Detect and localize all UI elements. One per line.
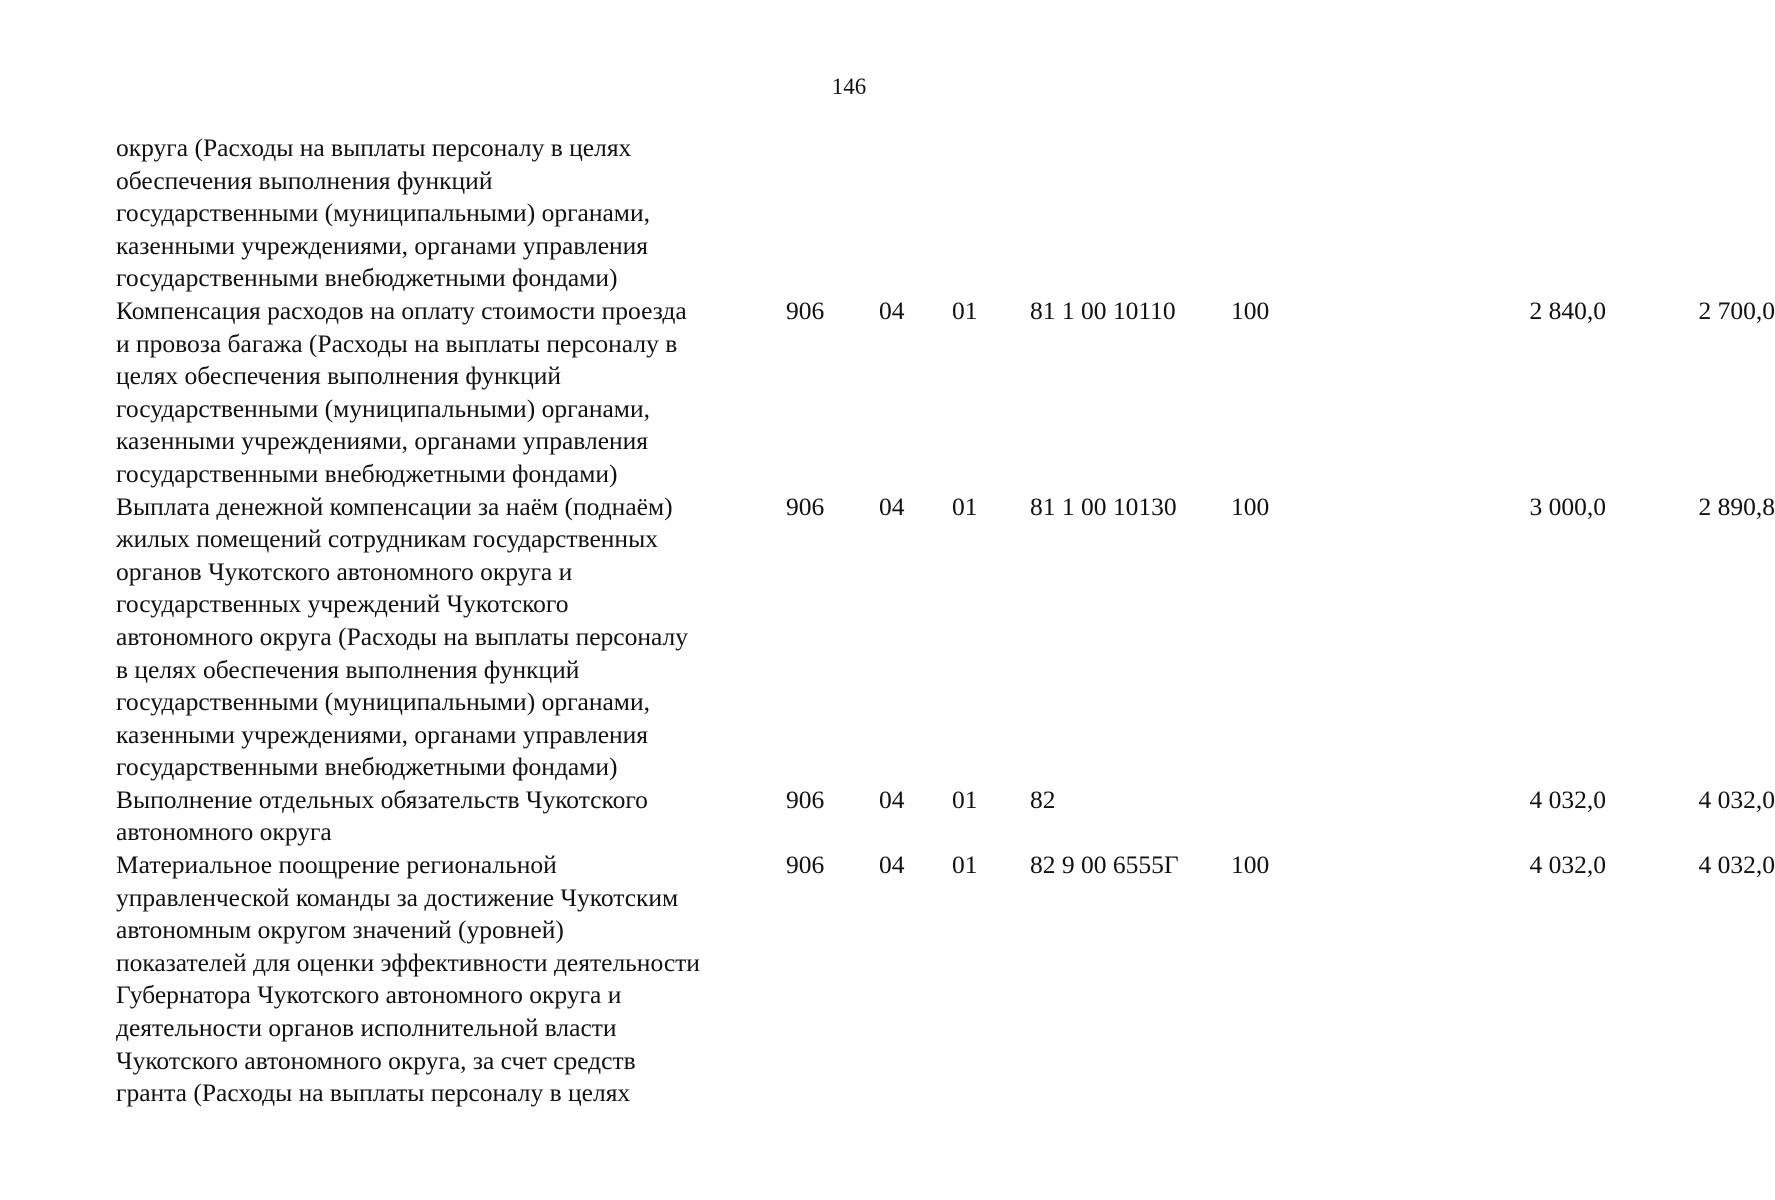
- target-article-code: 81 1 00 10110: [1030, 295, 1176, 325]
- subsection-code: 01: [952, 784, 978, 814]
- row-description: Материальное поощрение региональной управленческой команды за достижение Чукотским автономным округом значений (уровней) показателей для оценки эффективности деятельности Губернатора Чукотского автономного округа и деятельности органов исполнительной власти Чукотского автономного округа, за счет средств гранта (Расходы на выплаты персоналу в целях: [116, 850, 700, 1108]
- expense-type-code: 100: [1231, 850, 1270, 880]
- row-description: Компенсация расходов на оплату стоимости проезда и провоза багажа (Расходы на выплаты персоналу в целях обеспечения выполнения функций государственными (муниципальными) органами, казенными учреждениями, органами управления государственными внебюджетными фондами): [116, 295, 687, 488]
- section-code: 04: [879, 295, 905, 325]
- amount-first: 4 032,0: [1529, 784, 1606, 814]
- ministry-code: 906: [786, 850, 825, 880]
- amount-second: 4 032,0: [1698, 784, 1775, 814]
- amount-first: 2 840,0: [1529, 295, 1606, 325]
- ministry-code: 906: [786, 295, 825, 325]
- table-row: [116, 132, 1676, 295]
- table-row: [116, 784, 1775, 849]
- page-number: 146: [831, 74, 867, 99]
- target-article-code: 81 1 00 10130: [1030, 491, 1177, 521]
- section-code: 04: [879, 491, 905, 521]
- row-description: Выплата денежной компенсации за наём (поднаём) жилых помещений сотрудникам государственных органов Чукотского автономного округа и государственных учреждений Чукотского автономного округа (Расходы на выплаты персоналу в целях обеспечения выполнения функций государственными (муниципальными) органами, казенными учреждениями, органами управления государственными внебюджетными фондами): [116, 491, 689, 782]
- subsection-code: 01: [952, 850, 978, 880]
- section-code: 04: [879, 850, 905, 880]
- expense-type-code: 100: [1231, 491, 1270, 521]
- subsection-code: 01: [952, 491, 978, 521]
- expense-type-code: 100: [1231, 295, 1270, 325]
- target-article-code: 82 9 00 6555Г: [1030, 850, 1179, 880]
- table-row: [116, 849, 1775, 1110]
- subsection-code: 01: [952, 295, 978, 325]
- section-code: 04: [879, 784, 905, 814]
- amount-second: 4 032,0: [1698, 850, 1775, 880]
- table-row: [116, 295, 1775, 491]
- amount-first: 4 032,0: [1529, 850, 1606, 880]
- row-description: Выполнение отдельных обязательств Чукотского автономного округа: [116, 784, 648, 847]
- row-description: округа (Расходы на выплаты персоналу в целях обеспечения выполнения функций государственными (муниципальными) органами, казенными учреждениями, органами управления государственными внебюджетными фондами): [116, 133, 650, 293]
- amount-first: 3 000,0: [1529, 491, 1606, 521]
- target-article-code: 82: [1030, 784, 1056, 814]
- table-row: [116, 491, 1775, 784]
- ministry-code: 906: [786, 491, 825, 521]
- ministry-code: 906: [786, 784, 825, 814]
- amount-second: 2 890,8: [1698, 491, 1775, 521]
- amount-second: 2 700,0: [1698, 295, 1775, 325]
- budget-table: [116, 132, 1775, 1110]
